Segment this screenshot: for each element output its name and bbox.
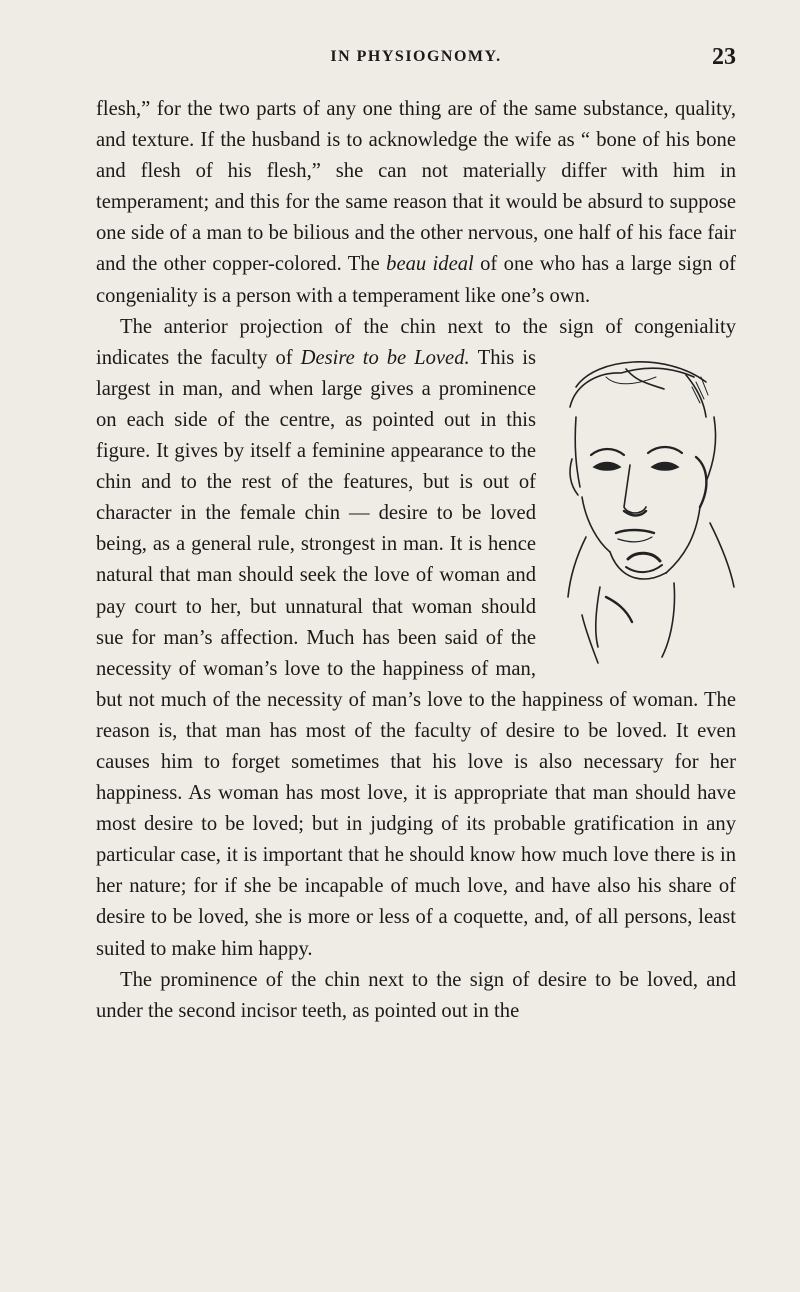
italic-term: beau ideal	[386, 253, 474, 276]
page-number: 23	[712, 44, 736, 70]
face-figure	[546, 347, 736, 665]
running-head	[96, 44, 736, 74]
body-text	[96, 94, 736, 1027]
text-run: flesh,” for the two parts of any one thing are of the same substance, quality, and texture. If the husband is to acknowledge the wife as “ bone of his bone and flesh of his flesh,” she can not materially differ with him in temperament; and this for the same reason that it would be absurd to suppose one side of a man to be bilious and the other nervous, one half of his face fair and the other copper-colored. The	[96, 98, 736, 276]
text-run: The prominence of the chin next to the sign of desire to be loved, and under the second incisor teeth, as pointed out in the	[96, 968, 736, 1022]
paragraph-1	[96, 94, 736, 312]
running-title: IN PHYSIOGNOMY.	[330, 48, 502, 65]
paragraph-3	[96, 965, 736, 1027]
italic-term: Desire to be Loved.	[300, 346, 470, 369]
face-engraving-icon	[546, 347, 736, 665]
paragraph-2	[96, 312, 736, 965]
text-run: This is largest in man, and when large gives a prominence on each side of the centre, as pointed out in this figure. It gives by itself a feminine appearance to the chin and to the rest of the features, but is out of character in the female chin — desire to be loved being, as a general rule, strongest in man. It is hence natural that man should seek the love of woman and pay court to her, but unnatural that woman should sue for man’s affection. Much has been said of the necessity of woman’s love to the happiness of man, but not much of the necessity of man’s love to the happiness of woman. The reason is, that man has most of the faculty of desire to be loved. It even causes him to forget sometimes that his love is also necessary for her happiness. As woman has most love, it is appropriate that man should have most desire to be loved; but in judging of its probable gratification in any particular case, it is important that he should know how much love there is in her nature; for if she be incapable of much love, and have also his share of desire to be loved, she is more or less of a coquette, and, of all persons, least suited to make him happy.	[96, 346, 736, 960]
text-run: of one who has a large sign of congeniality is a person with a temperament like one’s own.	[96, 253, 736, 307]
text-run: The anterior projection of the chin next to the sign of congeniality indicates the faculty of	[96, 315, 736, 369]
